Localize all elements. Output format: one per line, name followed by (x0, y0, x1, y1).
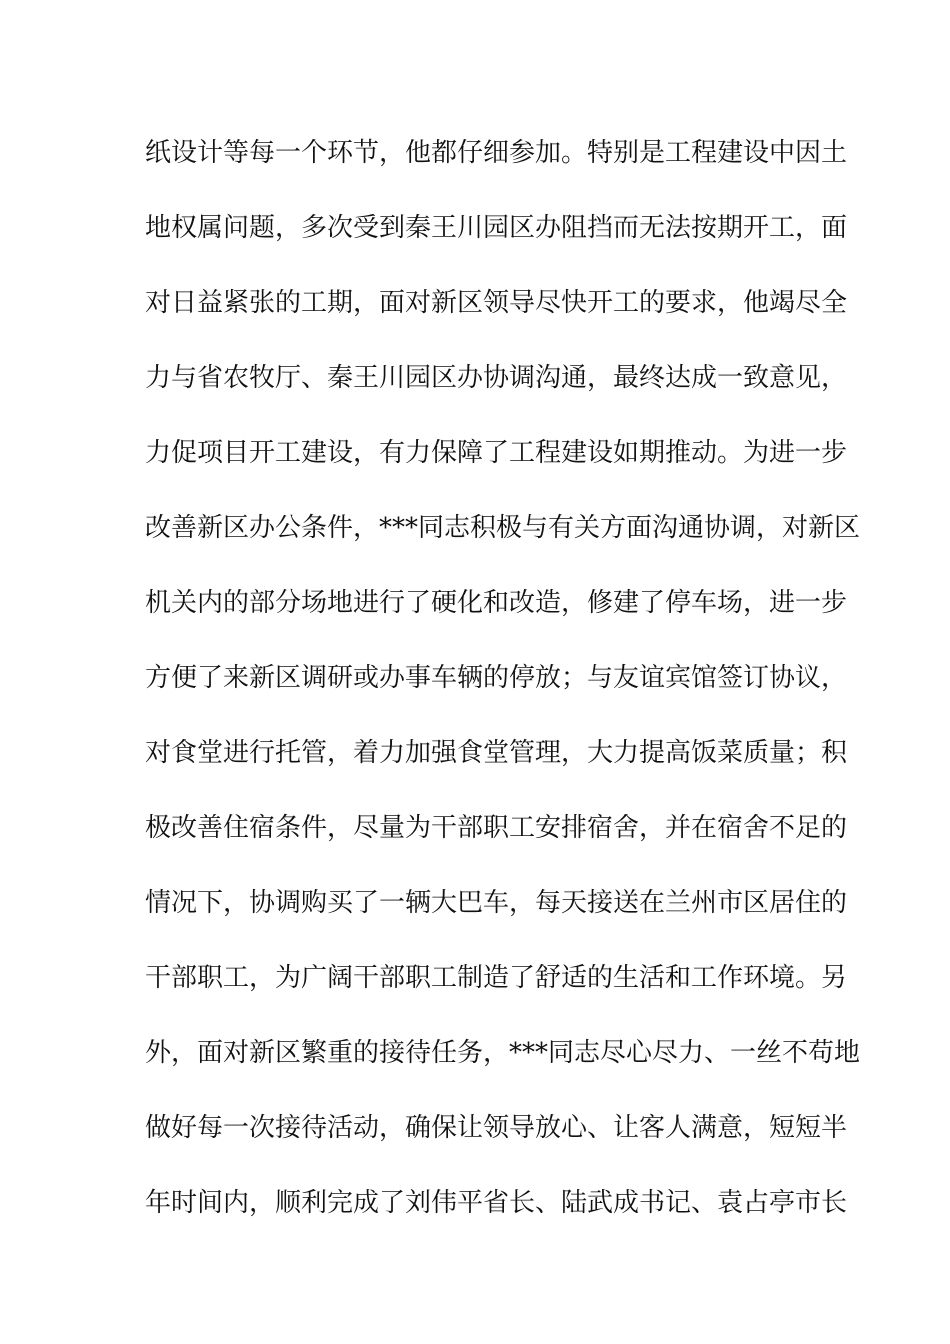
text-line-4: 力与省农牧厅、秦王川园区办协调沟通，最终达成一致意见， (145, 363, 848, 393)
text-line-3: 对日益紧张的工期，面对新区领导尽快开工的要求，他竭尽全 (145, 288, 848, 318)
text-line-13: 外，面对新区繁重的接待任务，***同志尽心尽力、一丝不苟地 (145, 1038, 861, 1068)
text-line-7: 机关内的部分场地进行了硬化和改造，修建了停车场，进一步 (145, 588, 848, 618)
text-line-1: 纸设计等每一个环节，他都仔细参加。特别是工程建设中因土 (145, 138, 848, 168)
body-paragraph (145, 128, 861, 1253)
text-line-10: 极改善住宿条件，尽量为干部职工安排宿舍，并在宿舍不足的 (145, 813, 848, 843)
text-line-6: 改善新区办公条件，***同志积极与有关方面沟通协调，对新区 (145, 513, 861, 543)
text-line-5: 力促项目开工建设，有力保障了工程建设如期推动。为进一步 (145, 438, 848, 468)
text-line-14: 做好每一次接待活动，确保让领导放心、让客人满意，短短半 (145, 1113, 848, 1143)
text-line-15: 年时间内，顺利完成了刘伟平省长、陆武成书记、袁占亭市长 (145, 1188, 848, 1218)
text-line-9: 对食堂进行托管，着力加强食堂管理，大力提高饭菜质量；积 (145, 738, 848, 768)
text-line-8: 方便了来新区调研或办事车辆的停放；与友谊宾馆签订协议， (145, 663, 848, 693)
text-line-11: 情况下，协调购买了一辆大巴车，每天接送在兰州市区居住的 (145, 888, 848, 918)
text-line-2: 地权属问题，多次受到秦王川园区办阻挡而无法按期开工，面 (145, 213, 848, 243)
text-line-12: 干部职工，为广阔干部职工制造了舒适的生活和工作环境。另 (145, 963, 848, 993)
